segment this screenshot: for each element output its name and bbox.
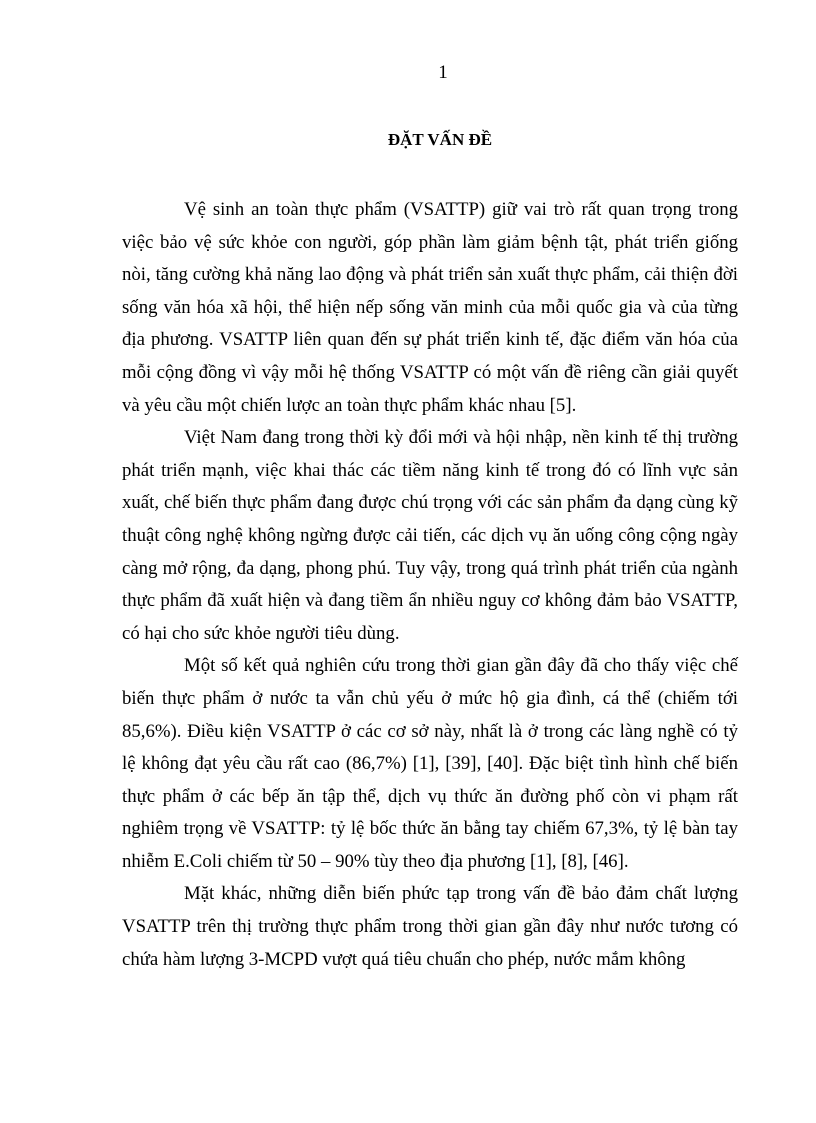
document-body — [122, 194, 738, 976]
page-title: ĐẶT VẤN ĐỀ — [387, 130, 493, 149]
paragraph: Việt Nam đang trong thời kỳ đổi mới và hội nhập, nền kinh tế thị trường phát triển mạnh, việc khai thác các tiềm năng kinh tế trong đó có lĩnh vực sản xuất, chế biến thực phẩm đang được chú trọng với các sản phẩm đa dạng cùng kỹ thuật công nghệ không ngừng được cải tiến, các dịch vụ ăn uống công cộng ngày càng mở rộng, đa dạng, phong phú. Tuy vậy, trong quá trình phát triển của ngành thực phẩm đã xuất hiện và đang tiềm ẩn nhiều nguy cơ không đảm bảo VSATTP, có hại cho sức khỏe người tiêu dùng. — [122, 427, 738, 644]
page-number: 1 — [438, 62, 448, 83]
paragraph: Một số kết quả nghiên cứu trong thời gian gần đây đã cho thấy việc chế biến thực phẩm ở nước ta vẫn chủ yếu ở mức hộ gia đình, cá thể (chiếm tới 85,6%). Điều kiện VSATTP ở các cơ sở này, nhất là ở trong các làng nghề có tỷ lệ không đạt yêu cầu rất cao (86,7%) [1], [39], [40]. Đặc biệt tình hình chế biến thực phẩm ở các bếp ăn tập thể, dịch vụ thức ăn đường phố còn vi phạm rất nghiêm trọng về VSATTP: tỷ lệ bốc thức ăn bằng tay chiếm 67,3%, tỷ lệ bàn tay nhiễm E.Coli chiếm từ 50 – 90% tùy theo địa phương [1], [8], [46]. — [122, 655, 738, 872]
paragraph: Mặt khác, những diễn biến phức tạp trong vấn đề bảo đảm chất lượng VSATTP trên thị trường thực phẩm trong thời gian gần đây như nước tương có chứa hàm lượng 3-MCPD vượt quá tiêu chuẩn cho phép, nước mắm không — [122, 883, 738, 970]
paragraph: Vệ sinh an toàn thực phẩm (VSATTP) giữ vai trò rất quan trọng trong việc bảo vệ sức khỏe con người, góp phần làm giảm bệnh tật, phát triển giống nòi, tăng cường khả năng lao động và phát triển sản xuất thực phẩm, cải thiện đời sống văn hóa xã hội, thể hiện nếp sống văn minh của mỗi quốc gia và của từng địa phương. VSATTP liên quan đến sự phát triển kinh tế, đặc điểm văn hóa của mỗi cộng đồng vì vậy mỗi hệ thống VSATTP có một vấn đề riêng cần giải quyết và yêu cầu một chiến lược an toàn thực phẩm khác nhau [5]. — [122, 199, 738, 416]
